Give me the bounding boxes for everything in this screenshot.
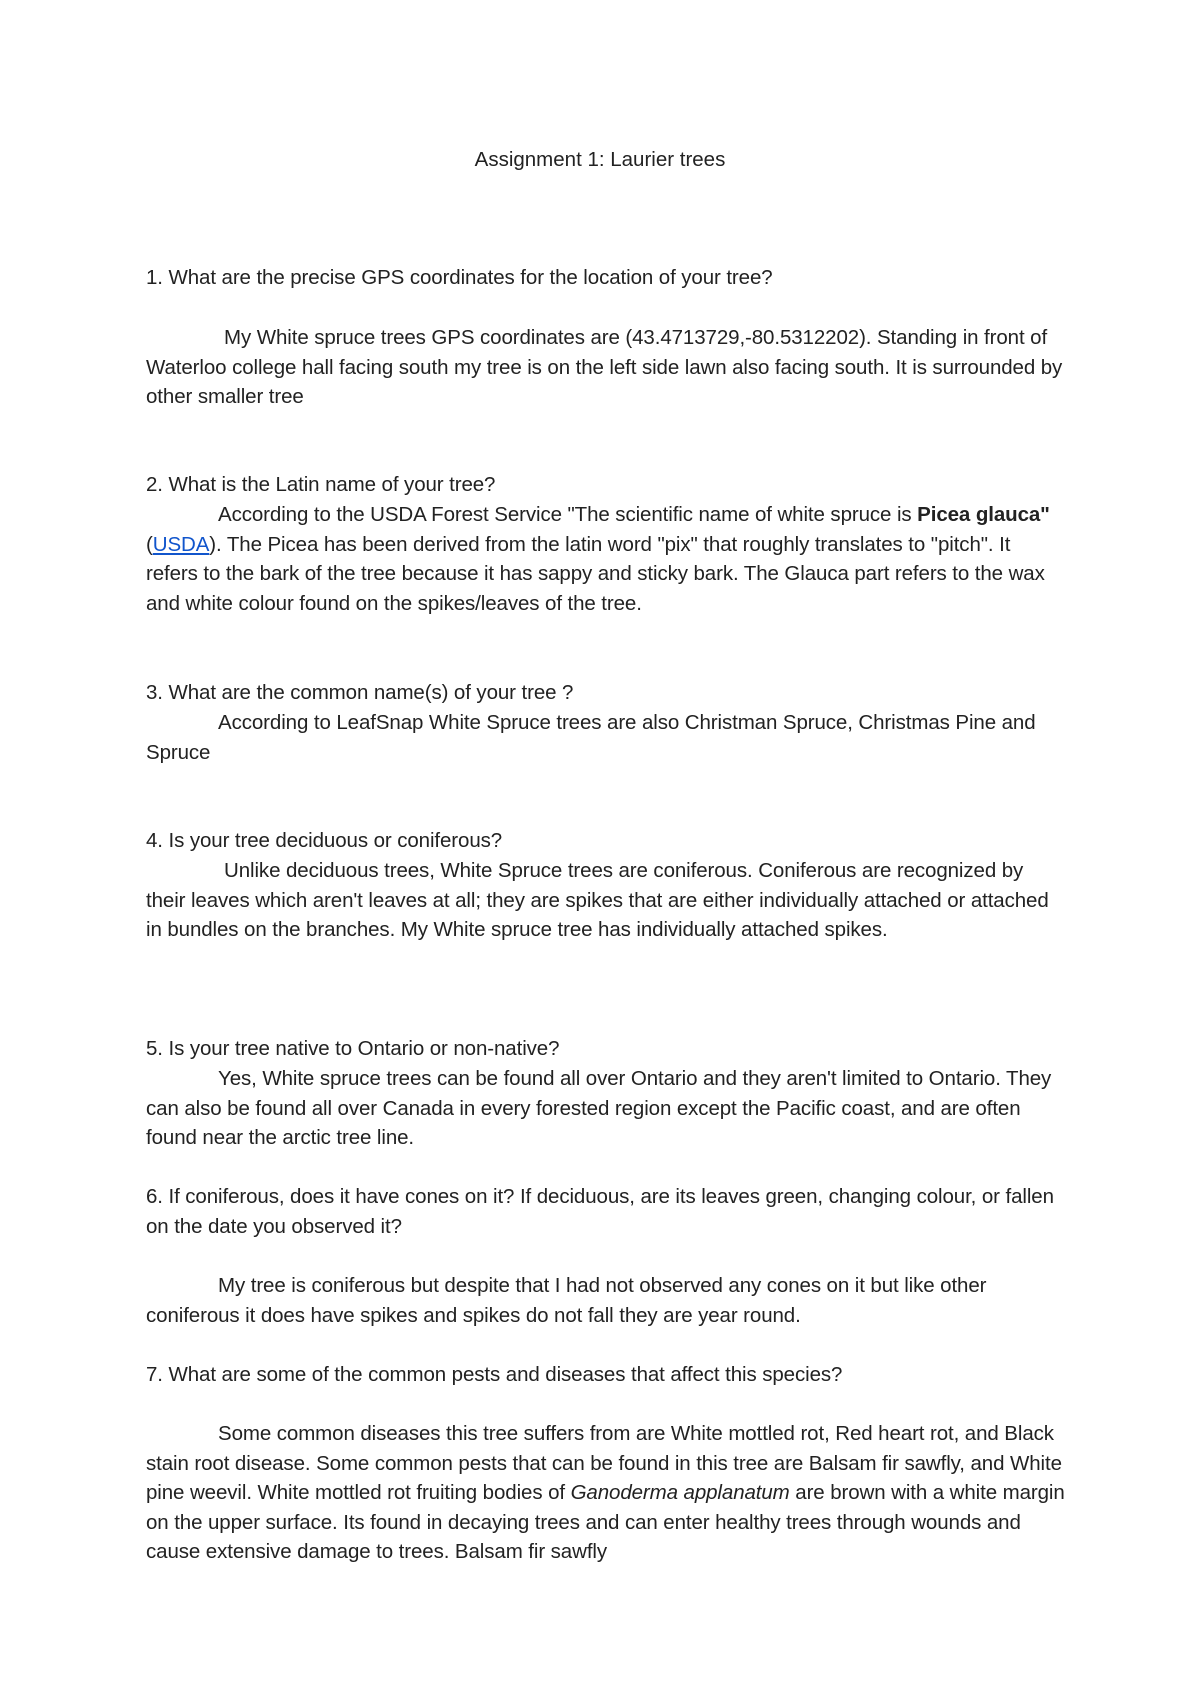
question-4: 4. Is your tree deciduous or coniferous? bbox=[146, 829, 503, 852]
answer-7-text-end: are brown with a white margin on the upper surface. Its found in decaying trees and can enter healthy trees through wounds and cause extensive damage to trees. Balsam fir sawfly bbox=[146, 1481, 1065, 1564]
answer-2 bbox=[146, 500, 1066, 618]
answer-6: My tree is coniferous but despite that I had not observed any cones on it but like other coniferous it does have spikes and spikes do not fall they are year round. bbox=[146, 1274, 987, 1327]
question-5: 5. Is your tree native to Ontario or non-native? bbox=[146, 1037, 560, 1060]
question-7: 7. What are some of the common pests and diseases that affect this species? bbox=[146, 1363, 843, 1386]
answer-7-text-start: Some common diseases this tree suffers from are White mottled rot, Red heart rot, and Black stain root disease. Some common pests that can be found in this tree are Balsam fir sawfly, and White pine weevil. White mottled rot fruiting bodies of bbox=[146, 1422, 1062, 1505]
answer-3: According to LeafSnap White Spruce trees are also Christman Spruce, Christmas Pine and Spruce bbox=[146, 711, 1036, 764]
answer-1: My White spruce trees GPS coordinates are (43.4713729,-80.5312202). Standing in front of Waterloo college hall facing south my tree is on the left side lawn also facing south. It is surrounded by other smaller tree bbox=[146, 326, 1063, 409]
usda-link[interactable]: USDA bbox=[152, 532, 210, 556]
answer-2-scientific-name: Picea glauca" bbox=[917, 503, 1050, 526]
answer-5: Yes, White spruce trees can be found all over Ontario and they aren't limited to Ontario. They can also be found all over Canada in every forested region except the Pacific coast, and are often found near the arctic tree line. bbox=[146, 1067, 1052, 1150]
answer-2-text-start: According to the USDA Forest Service "The scientific name of white spruce is bbox=[218, 503, 918, 526]
question-1: 1. What are the precise GPS coordinates for the location of your tree? bbox=[146, 266, 773, 289]
answer-4: Unlike deciduous trees, White Spruce trees are coniferous. Coniferous are recognized by their leaves which aren't leaves at all; they are spikes that are either individually attached or attached in bundles on the branches. My White spruce tree has individually attached spikes. bbox=[146, 859, 1049, 942]
question-3: 3. What are the common name(s) of your tree ? bbox=[146, 681, 574, 704]
question-6: 6. If coniferous, does it have cones on it? If deciduous, are its leaves green, changing colour, or fallen on the date you observed it? bbox=[146, 1185, 1054, 1238]
question-2: 2. What is the Latin name of your tree? bbox=[146, 473, 496, 496]
answer-7 bbox=[146, 1419, 1066, 1567]
answer-7-species-name: Ganoderma applanatum bbox=[570, 1481, 790, 1505]
page-title: Assignment 1: Laurier trees bbox=[474, 148, 726, 171]
answer-2-open-paren: ( bbox=[146, 532, 153, 556]
answer-2-text-end: ). The Picea has been derived from the latin word "pix" that roughly translates to "pitch". It refers to the bark of the tree because it has sappy and sticky bark. The Glauca part refers to the wax and white colour found on the spikes/leaves of the tree. bbox=[146, 532, 1045, 615]
